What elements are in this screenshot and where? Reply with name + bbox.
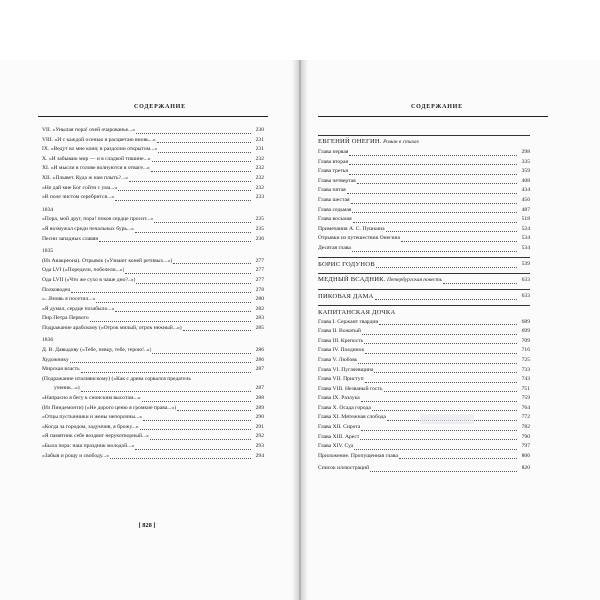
toc-entry-page: 230 [255,127,264,133]
toc-entry-page: 759 [521,395,530,402]
toc-entry-page: 733 [521,366,530,373]
leader-dots [358,363,517,364]
toc-entry-page: 725 [521,356,530,363]
toc-entry [318,366,530,376]
toc-entry-title: Глава VII. Приступ [318,376,364,383]
toc-entry [42,266,264,276]
leader-dots [365,382,517,383]
toc-entry-page: 286 [255,347,264,354]
toc-entry [42,184,264,194]
leader-dots [173,263,251,264]
daughter-entries [318,318,530,462]
toc-entry-title: Примечания А. С. Пушкина [318,225,385,232]
toc-entry [42,346,264,356]
toc-entry [318,442,530,452]
toc-entry-title: «В поле чистом серебрится...» [42,194,115,201]
toc-entry [42,286,264,296]
toc-entry-title: Ода LVII («Что же сухо в чаше дно?..») [42,276,136,283]
toc-entry-title: Глава вторая [318,158,349,165]
leader-dots [399,458,517,459]
leader-dots [370,471,517,472]
toc-entry-title: «Была пора: наш праздник молодой...» [42,443,135,449]
leader-dots [349,174,517,175]
toc-entry [42,295,264,305]
toc-entry-page: 699 [521,328,530,335]
toc-entry-title: Глава пятая [318,187,346,194]
horseman-page: 633 [521,276,530,283]
toc-entry-title: (Из Пиндемонти) («Не дорого ценю я громкие права...») [42,404,177,411]
toc-entry-page: 280 [255,296,264,303]
toc-entry-title: Полководец [42,286,71,293]
toc-entry-title: Мирская власть [42,366,80,373]
leader-dots [362,334,517,335]
godunov-title: БОРИС ГОДУНОВ [318,260,375,268]
year-heading-1836: 1836 [42,337,54,344]
queen-entry [318,291,530,302]
toc-entry-title: Глава седьмая [318,206,352,213]
toc-entry [42,314,264,324]
toc-entry [318,234,530,244]
toc-entry-page: 434 [521,187,530,194]
leader-dots [443,283,517,284]
toc-entry [318,375,530,385]
toc-entry-title: Глава VI. Пугачевщина [318,366,374,373]
toc-entry-page: 772 [521,414,530,421]
page-number: [ 828 ] [138,522,156,529]
leader-dots [81,372,251,373]
leader-dots [135,232,251,233]
toc-entry-page: 359 [521,168,530,175]
toc-entry [318,215,530,225]
toc-entry [42,235,264,245]
toc-entry [42,126,264,136]
toc-entry [42,145,264,155]
leader-dots [360,439,517,440]
toc-entry [318,167,530,177]
toc-entry-title: Художнику [42,356,69,363]
toc-entry-page: 287 [255,385,264,392]
toc-entry-page: 232 [255,174,264,181]
leader-dots [349,155,517,156]
leader-dots [364,343,517,344]
toc-entry [318,346,530,356]
toc-entry-title: Десятая глава [318,244,351,251]
toc-entry [42,305,264,315]
toc-entry-page: 277 [255,257,264,264]
leader-dots [110,458,251,459]
leader-dots [357,183,517,184]
leader-dots [158,152,251,153]
toc-entry-page: 524 [521,225,530,232]
print-smudge [420,414,474,424]
toc-entry [318,196,530,206]
toc-entry-title: Глава III. Крепость [318,337,364,344]
leader-dots [70,362,251,363]
leader-dots [136,283,251,284]
leader-dots [354,449,517,450]
toc-entry-title: IX. «Ведут ко мне коня; в раздолии открытом...» [42,146,158,153]
leader-dots [81,391,251,392]
toc-entry-title: Глава II. Вожатый [318,328,361,335]
toc-entry-title: «Пора, мой друг, пора! покоя сердце просит...» [42,216,154,223]
toc-entry-page: 293 [255,443,264,449]
leader-dots [372,410,517,411]
toc-entry [42,452,264,462]
leader-dots [352,251,517,252]
toc-entry-title: VIII. «И с каждой осенью я расцветаю вновь...» [42,136,156,143]
toc-entry [318,452,530,462]
leader-dots [99,241,251,242]
toc-entry-page: 288 [255,395,264,402]
toc-entry-page: 764 [521,404,530,411]
daughter-title: КАПИТАНСКАЯ ДОЧКА [318,308,396,316]
toc-entry-title: Глава XI. Мятежная слобода [318,414,386,421]
toc-entry-title: Глава первая [318,149,349,155]
toc-entry-title: Отрывки из путешествия Онегина [318,235,400,242]
section-godunov [318,257,530,270]
toc-entry-title: Приложение. Пропущенная глава [318,452,398,459]
toc-entry-title: Глава третья [318,168,348,175]
leader-dots [177,410,251,411]
toc-entry-title: «Не дай мне Бог сойти с ума...» [42,184,118,191]
toc-entry [42,356,264,366]
toc-entry [318,433,530,443]
toc-entry [42,384,264,394]
toc-entry [318,206,530,216]
toc-entry [42,324,264,334]
section-queen [318,289,530,302]
toc-entry [42,423,264,433]
toc-group-1836 [42,346,264,461]
toc-entry-title: Глава IV. Поединок [318,347,365,354]
toc-entry-page: 236 [255,235,264,242]
toc-entry [318,385,530,395]
toc-entry-page: 291 [255,423,264,430]
leader-dots [361,401,517,402]
toc-entry-page: 235 [255,216,264,223]
toc-entry-page: 289 [255,404,264,411]
toc-entry-page: 518 [521,216,530,223]
toc-entry [42,257,264,267]
toc-entry-title: Глава VIII. Незваный гость [318,385,383,392]
leader-dots [152,353,251,354]
toc-entry [42,193,264,203]
daughter-heading [318,307,530,318]
toc-group-1835 [42,257,264,334]
toc-entry-title: ученик...») [54,385,80,392]
toc-entry-page: 232 [255,184,264,191]
toc-entry-page: 287 [255,366,264,373]
left-header-rule [38,116,268,117]
leader-dots [115,200,251,201]
horseman-subtitle: Петербургская повесть [387,276,443,283]
toc-entry-page: 335 [521,158,530,165]
section-daughter [318,305,530,462]
toc-entry-title: Глава XII. Сирота [318,424,361,431]
leader-dots [118,190,251,191]
toc-entry-title: Глава X. Осада города [318,404,371,411]
left-running-head: СОДЕРЖАНИЕ [134,104,186,110]
leader-dots [152,161,251,162]
leader-dots [71,292,251,293]
toc-entry-title: «Я думал, сердце позабыло...» [42,305,115,312]
leader-dots [142,401,251,402]
toc-entry [42,174,264,184]
toc-entry-page: 534 [521,244,530,251]
toc-entry [318,337,530,347]
toc-entry [318,148,530,158]
toc-entry-page: 277 [255,276,264,283]
toc-entry-title: Д. В. Давыдову («Тебе, певцу, тебе, герою!..») [42,347,152,354]
horseman-entry [318,275,530,286]
onegin-heading [318,137,530,148]
toc-entry [318,318,530,328]
toc-entry-title: Глава V. Любовь [318,356,358,363]
toc-entry-title: «Я возмужал среди печальных бурь...» [42,225,134,232]
toc-entry [42,276,264,286]
onegin-entries [318,148,530,254]
toc-entry-page: 232 [255,155,264,162]
toc-entry-title: (Подражание италиянскому) («Как с древа сорвался предатель [42,375,191,382]
toc-entry [318,404,530,414]
toc-entry [42,404,264,414]
illustrations-label: Список иллюстраций [318,465,370,472]
leader-dots [361,430,517,431]
toc-entry [318,423,530,433]
toc-entry-page: 743 [521,376,530,383]
leader-dots [183,330,251,331]
toc-group-1833 [42,126,264,203]
leader-dots [115,311,251,312]
toc-entry-title: Глава I. Сержант гвардии [318,318,379,325]
toc-entry-page: 232 [255,165,264,172]
toc-entry-page: 797 [521,443,530,450]
leader-dots [125,273,251,274]
toc-entry [318,177,530,187]
leader-dots [351,203,517,204]
leader-dots [129,181,251,182]
leader-dots [352,212,517,213]
toc-entry [42,164,264,174]
toc-entry [42,225,264,235]
toc-entry [318,327,530,337]
toc-entry-title: Пир Петра Первого [42,315,89,322]
toc-entry-title: Глава XIV. Суд [318,443,354,450]
leader-dots [90,321,251,322]
leader-dots [375,299,517,300]
toc-entry [318,356,530,366]
toc-entry [42,215,264,225]
toc-entry-title: Глава шестая [318,196,350,203]
toc-entry-page: 233 [255,194,264,201]
toc-entry [318,244,530,254]
toc-entry-page: 231 [255,136,264,143]
left-toc [42,126,264,461]
right-header-rule [318,116,548,117]
toc-entry [318,394,530,404]
toc-entry [42,394,264,404]
year-heading-1834: 1834 [42,206,54,213]
horseman-title: МЕДНЫЙ ВСАДНИК. [318,275,386,283]
toc-entry-page: 282 [255,305,264,312]
toc-entry-title: (Из Анакреона). Отрывок («Узнают коней ретивых...») [42,257,173,264]
right-running-head: СОДЕРЖАНИЕ [411,104,463,110]
toc-entry-page: 298 [521,149,530,155]
leader-dots [140,429,251,430]
leader-dots [379,324,517,325]
toc-entry-page: 689 [521,318,530,325]
leader-dots [349,164,517,165]
toc-entry-title: Глава XIII. Арест [318,433,360,440]
leader-dots [151,171,251,172]
leader-dots [365,353,517,354]
leader-dots [386,231,517,232]
leader-dots [376,267,517,268]
toc-entry-title: «Когда за городом, задумчив, я брожу...» [42,423,139,430]
section-horseman [318,273,530,286]
toc-entry [42,155,264,165]
toc-entry-title: Глава IX. Разлука [318,395,360,402]
leader-dots [136,133,251,134]
toc-entry-title: «Отцы пустынники и жены непорочны...» [42,414,143,421]
toc-entry-title: Песни западных славян [42,235,99,242]
queen-page: 633 [521,292,530,299]
godunov-page: 539 [521,260,530,267]
toc-entry-title: VII. «Унылая пора! очей очарованье...» [42,127,136,133]
queen-title: ПИКОВАЯ ДАМА [318,292,374,300]
leader-dots [150,439,251,440]
toc-entry-title: X. «И забываю мир — и в сладкой тишине...» [42,155,151,162]
leader-dots [347,193,517,194]
toc-entry [42,136,264,146]
toc-entry-page: 292 [255,433,264,440]
leader-dots [143,420,251,421]
toc-entry-title: «Забыв и рощу и свободу...» [42,452,110,459]
toc-entry-title: «Напрасно я бегу к сионским высотам...» [42,395,141,402]
toc-entry-page: 277 [255,267,264,274]
toc-entry [42,413,264,423]
toc-entry-page: 286 [255,356,264,363]
leader-dots [96,302,251,303]
leader-dots [401,241,517,242]
leader-dots [135,449,251,450]
toc-entry-title: Подражание арабскому («Отрок милый, отрок нежный...») [42,324,182,331]
godunov-entry [318,259,530,270]
toc-entry-title: Глава восьмая [318,216,352,223]
toc-entry-page: 235 [255,225,264,232]
toc-entry [42,375,264,385]
book-gutter [292,60,308,600]
toc-entry [42,365,264,375]
toc-entry-title: «Я памятник себе воздвиг нерукотворный...» [42,433,149,440]
toc-entry-page: 294 [255,452,264,459]
toc-entry-page: 283 [255,315,264,322]
leader-dots [384,391,517,392]
toc-group-1834 [42,215,264,244]
toc-entry-title: XII. «Плывет. Куда ж нам плыть?...» [42,174,129,181]
toc-entry [42,442,264,452]
leader-dots [353,222,517,223]
toc-entry-page: 790 [521,433,530,440]
toc-entry-title: XI. «И мысли в голове волнуются в отваге...» [42,165,150,172]
toc-entry-page: 806 [521,452,530,459]
toc-entry-page: 231 [255,146,264,153]
leader-dots [374,372,517,373]
year-heading-1835: 1835 [42,248,54,255]
illustrations-entry [318,464,530,474]
leader-dots [154,222,251,223]
toc-entry-page: 782 [521,424,530,431]
toc-entry-title: Ода LVI («Поредели, побелели...») [42,267,125,274]
leader-dots [157,142,251,143]
toc-entry-page: 487 [521,206,530,213]
toc-entry-page: 709 [521,337,530,344]
toc-entry-page: 408 [521,177,530,184]
toc-entry-page: 534 [521,235,530,242]
illustrations-page: 820 [521,465,530,472]
toc-entry [318,158,530,168]
toc-entry-title: Глава четвертая [318,177,356,184]
toc-entry-page: 290 [255,414,264,421]
toc-entry [318,225,530,235]
toc-entry-page: 278 [255,286,264,293]
toc-entry-title: «...Вновь я посетил...» [42,296,96,303]
onegin-title: ЕВГЕНИЙ ОНЕГИН. [318,138,382,146]
toc-entry-page: 751 [521,385,530,392]
section-onegin [318,135,530,254]
toc-entry-page: 285 [255,324,264,331]
toc-entry-page: 456 [521,196,530,203]
onegin-subtitle: Роман в стихах [383,139,419,146]
toc-entry-page: 716 [521,347,530,354]
toc-entry [42,432,264,442]
toc-entry [318,186,530,196]
